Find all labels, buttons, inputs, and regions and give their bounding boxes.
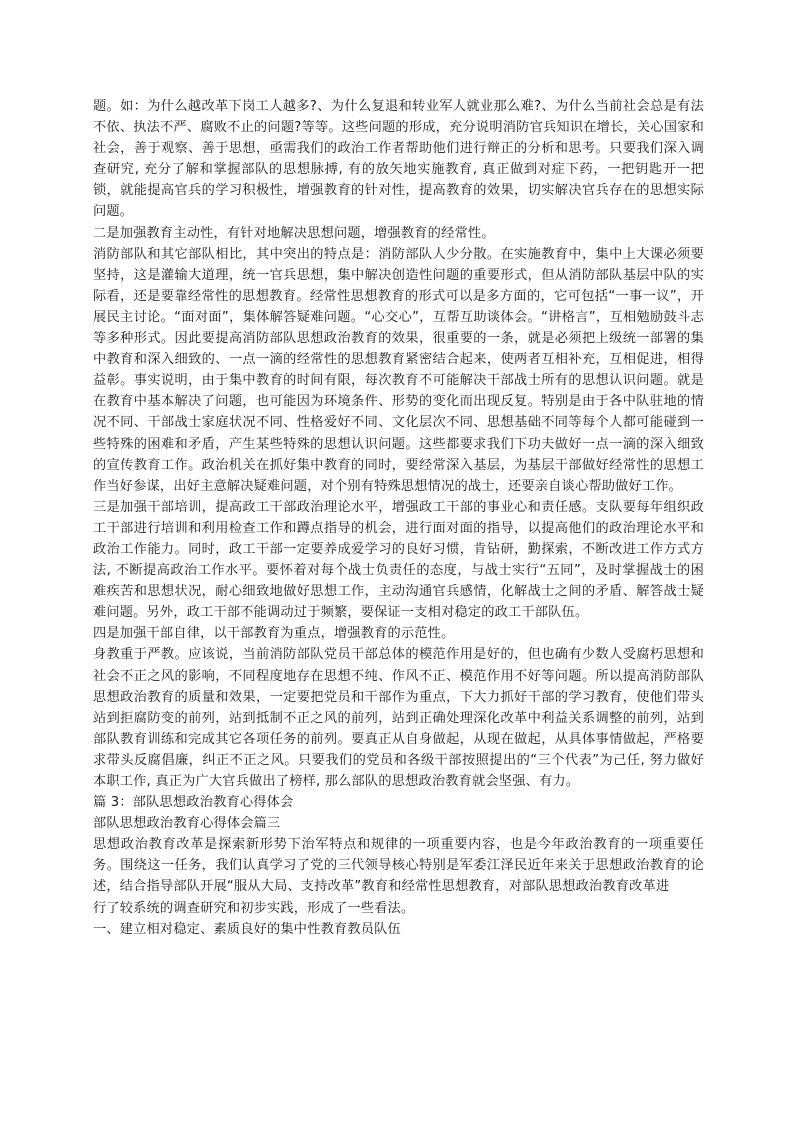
heading-point-four: 四是加强干部自律，以干部教育为重点，增强教育的示范性。: [93, 626, 455, 642]
heading-point-two: 二是加强教育主动性，有针对地解决思想问题，增强教育的经常性。: [93, 225, 495, 241]
section-subtitle: 部队思想政治教育心得体会篇三: [93, 816, 281, 832]
paragraph-intro-problems: 题。如：为什么越改革下岗工人越多?、为什么复退和转业军人就业那么难?、为什么当前社会总是有法不依、执法不严、腐败不止的问题?等等。这些问题的形成，充分说明消防官兵知识在增长，关心国家和社会，善于观察、善于思想，亟需我们的政治工作者帮助他们进行辩正的分析和思考。只要我们深入调查研究, 充分了解和掌握部队的思想脉搏, 有的放矢地实施教育, 真正做到对症下药，一把钥匙开一把锁，就能提高官兵的学习积极性，增强教育的针对性，提高教育的效果，切实解决官兵存在的思想实际问题。: [93, 99, 704, 220]
paragraph-reform-intro: 思想政治教育改革是探索新形势下治军特点和规律的一项重要内容，也是今年政治教育的一项重要任务。围绕这一任务，我们认真学习了党的三代领导核心特别是军委江泽民近年来关于思想政治教育的论述，结合指导部队开展“服从大局、支持改革”教育和经常性思想教育，对部队思想政治教育改革进: [93, 837, 704, 895]
section-title-part-three: 篇 3：部队思想政治教育心得体会: [93, 795, 294, 811]
heading-section-one: 一、建立相对稳定、素质良好的集中性教育教员队伍: [93, 921, 401, 937]
paragraph-point-four: 身教重于严教。应该说，当前消防部队党员干部总体的模范作用是好的，但也确有少数人受腐朽思想和社会不正之风的影响，不同程度地存在思想不纯、作风不正、模范作用不好等问题。所以提高消防部队思想政治教育的质量和效果，一定要把党员和干部作为重点，下大力抓好干部的学习教育，使他们带头站到拒腐防变的前列，站到抵制不正之风的前列，站到正确处理深化改革中利益关系调整的前列，站到部队教育训练和完成其它各项任务的前列。要真正从自身做起，从现在做起，从具体事情做起，严格要求带头反腐倡廉，纠正不正之风。只要我们的党员和各级干部按照提出的“三个代表”为己任, 努力做好本职工作, 真正为广大官兵做出了榜样, 那么部队的思想政治教育就会坚强、有力。: [93, 647, 704, 789]
paragraph-point-three: 三是加强干部培训，提高政工干部政治理论水平，增强政工干部的事业心和责任感。支队要每年组织政工干部进行培训和利用检查工作和蹲点指导的机会，进行面对面的指导，以提高他们的政治理论水平和政治工作能力。同时，政工干部一定要养成爱学习的良好习惯，肯钻研，勤探索，不断改进工作方式方法, 不断提高政治工作水平。要怀着对每个战士负责任的态度，与战士实行“五同”，及时掌握战士的困难疾苦和思想状况，耐心细致地做好思想工作，主动沟通官兵感情，化解战士之间的矛盾、解答战士疑难问题。另外，政工干部不能调动过于频繁，要保证一支相对稳定的政工干部队伍。: [93, 499, 704, 621]
paragraph-point-two: 消防部队和其它部队相比，其中突出的特点是：消防部队人少分散。在实施教育中，集中上大课必须要坚持，这是灌输大道理，统一官兵思想，集中解决创造性问题的重要形式，但从消防部队基层中队的实际看，还是要靠经常性的思想教育。经常性思想教育的形式可以是多方面的，它可包括“一事一议”，开展民主讨论。“面对面”，集体解答疑难问题。“心交心”，互帮互助谈体会。“讲格言”，互相勉励鼓斗志等多种形式。因此要提高消防部队思想政治教育的效果，很重要的一条，就是必须把上级统一部署的集中教育和深入细致的、一点一滴的经常性的思想教育紧密结合起来，使两者互相补充，互相促进，相得益彰。事实说明，由于集中教育的时间有限，每次教育不可能解决干部战士所有的思想认识问题。就是在教育中基本解决了问题，也可能因为环境条件、形势的变化而出现反复。特别是由于各中队驻地的情况不同、干部战士家庭状况不同、性格爱好不同、文化层次不同、思想基础不同等每个人都可能碰到一些特殊的困难和矛盾，产生某些特殊的思想认识问题。这些都要求我们下功夫做好一点一滴的深入细致的宣传教育工作。政治机关在抓好集中教育的同时，要经常深入基层，为基层干部做好经常性的思想工作当好参谋，出好主意解决疑难问题，对个别有特殊思想情况的战士，还要亲自谈心帮助做好工作。: [93, 246, 704, 494]
paragraph-reform-continued: 行了较系统的调查研究和初步实践，形成了一些看法。: [93, 900, 415, 916]
document-body: [93, 96, 704, 940]
